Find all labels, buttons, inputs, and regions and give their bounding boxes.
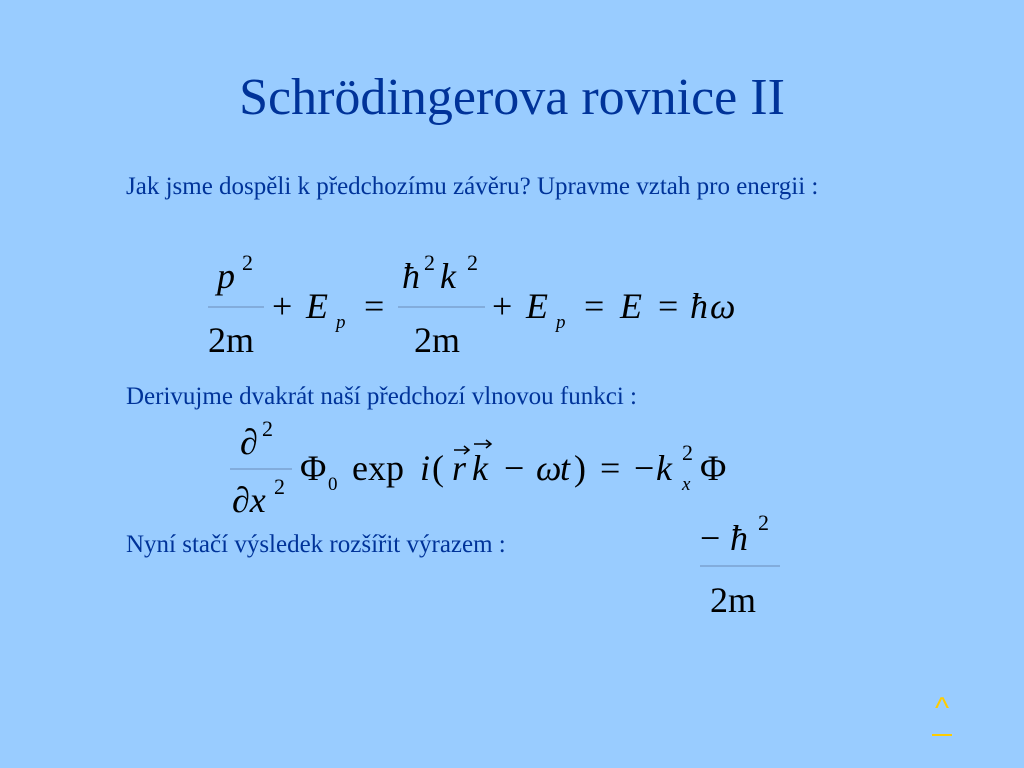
slide-title: Schrödingerova rovnice II [239,69,785,126]
eq1-E-3: E [620,286,642,326]
eq1-frac1-numerator: p [217,256,235,296]
eq2-minus: − [504,448,525,488]
eq2-equals: = [600,448,621,488]
eq2-kx: k [656,448,672,488]
paragraph-expand: Nyní stačí výsledek rozšířit výrazem : [126,531,506,558]
eq2-open-paren: ( [432,448,444,488]
equation-factor [696,508,796,618]
eq2-numerator-exponent: 2 [262,416,273,441]
eq1-E-1-subscript: p [336,312,346,333]
eq2-kx-subscript: x [682,474,691,495]
eq1-frac2-hbar-exponent: 2 [424,250,435,275]
eq2-Phi0-subscript: 0 [328,474,338,495]
eq3-hbar: ħ [730,518,748,558]
equation-derivative [226,418,746,528]
eq3-hbar-exponent: 2 [758,510,769,535]
eq1-frac2-k: k [440,256,456,296]
eq2-denominator: ∂x [232,480,266,520]
eq2-Phi: Φ [700,448,727,488]
eq1-equals-3: = [658,286,679,326]
eq3-minus: − [700,518,721,558]
eq1-frac2-hbar: ħ [402,256,420,296]
paragraph-energy: Jak jsme dospěli k předchozímu závěru? Upravme vztah pro energii : [126,173,819,200]
eq2-Phi0: Φ [300,448,327,488]
equation-energy [200,248,760,368]
paragraph-derivative: Derivujme dvakrát naší předchozí vlnovou funkci : [126,383,637,410]
eq1-frac1-denominator: 2m [208,320,255,360]
eq1-equals-2: = [584,286,605,326]
eq1-frac2-denominator: 2m [414,320,461,360]
eq2-i: i [420,448,431,488]
nav-underline [932,734,952,736]
eq1-omega: ω [710,286,736,326]
eq2-t: t [560,448,571,488]
eq2-r: r [452,448,467,488]
eq2-k: k [472,448,488,488]
eq2-numerator: ∂ [240,422,258,462]
eq1-plus-1: + [272,286,293,326]
eq1-hbar: ħ [690,286,708,326]
eq1-plus-2: + [492,286,513,326]
eq1-frac2-k-exponent: 2 [467,250,478,275]
eq2-omega: ω [536,448,562,488]
eq1-E-2: E [526,286,548,326]
eq2-denominator-exponent: 2 [274,474,285,499]
caret-up-icon: ^ [934,692,950,725]
eq1-frac1-numerator-exponent: 2 [242,250,253,275]
eq2-exp: exp [352,448,404,488]
eq2-kx-exponent: 2 [682,440,693,465]
eq1-E-1: E [306,286,328,326]
eq1-equals-1: = [364,286,385,326]
eq2-close-paren: ) [574,448,586,488]
eq2-negative: − [634,448,655,488]
eq3-denominator: 2m [710,580,757,620]
eq1-E-2-subscript: p [556,312,566,333]
nav-up-button[interactable] [928,694,956,740]
